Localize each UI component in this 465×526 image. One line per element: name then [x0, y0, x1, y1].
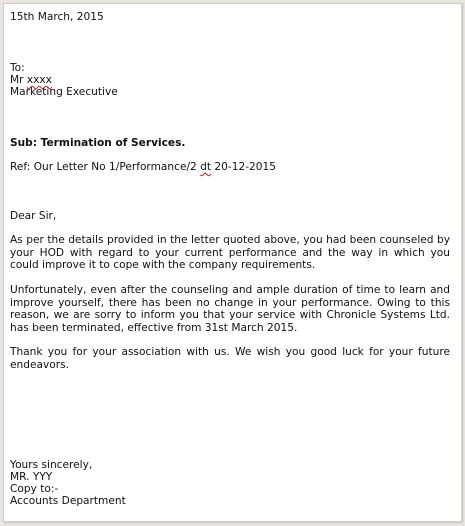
reference-line: [10, 161, 276, 173]
salutation: Dear Sir,: [10, 210, 57, 222]
recipient-name: xxxx: [26, 74, 52, 86]
recipient-title: Marketing Executive: [10, 86, 118, 98]
to-label: To:: [10, 62, 25, 74]
body-paragraph: As per the details provided in the letter quoted above, you had been counseled by your HOD with regard to your current performance and the way in which you could improve it to cope with the company requirements.: [10, 234, 450, 272]
subject-line: Sub: Termination of Services.: [10, 137, 186, 149]
body-paragraph: Thank you for your association with us. We wish you good luck for your future endeavors.: [10, 346, 450, 371]
recipient-prefix: Mr: [10, 74, 24, 86]
letter-date: 15th March, 2015: [10, 11, 104, 23]
closing: Yours sincerely,: [10, 459, 93, 471]
recipient-name-line: [10, 74, 52, 86]
reference-dt: dt: [200, 161, 212, 173]
copy-to-label: Copy to:-: [10, 483, 59, 495]
letter-page: [3, 3, 462, 522]
body-paragraph: Unfortunately, even after the counseling and ample duration of time to learn and improve yourself, there has been no change in your performance. Owing to this reason, we are sorry to inform you that your service with Chronicle Systems Ltd. has been terminated, effective from 31st March 2015.: [10, 284, 450, 334]
copy-to-recipient: Accounts Department: [10, 495, 126, 507]
reference-date: 20-12-2015: [214, 161, 276, 173]
signatory: MR. YYY: [10, 471, 53, 483]
reference-prefix: Ref: Our Letter No 1/Performance/2: [10, 161, 197, 173]
